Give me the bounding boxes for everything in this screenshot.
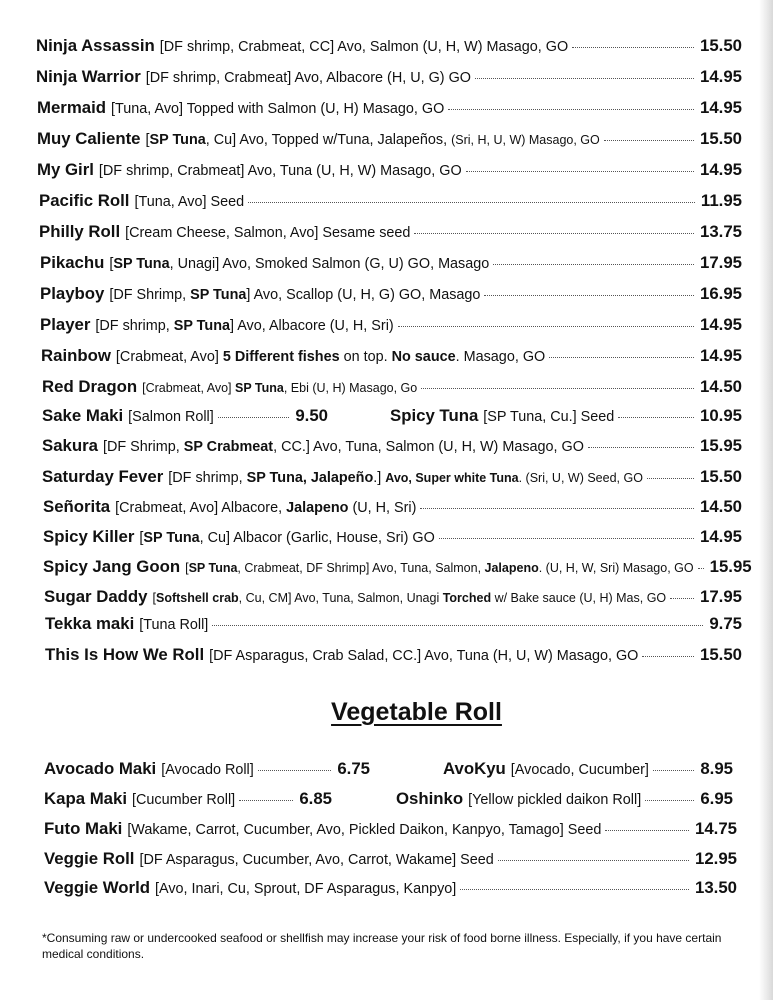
menu-item-description: [Cream Cheese, Salmon, Avo] Sesame seed [125, 225, 411, 241]
menu-item-description: [Tuna, Avo] Seed [134, 194, 245, 210]
dotted-leader [421, 388, 694, 389]
menu-item-description: [DF Shrimp, SP Crabmeat, CC.] Avo, Tuna, Salmon (U, H, W) Masago, GO [102, 439, 584, 455]
menu-item-description: [SP Tuna, Unagi] Avo, Smoked Salmon (G, U) GO, Masago [109, 256, 490, 272]
menu-item-description: [DF shrimp, SP Tuna] Avo, Albacore (U, H, Sri) [95, 318, 394, 334]
dotted-leader [239, 800, 293, 801]
menu-item [42, 436, 742, 457]
menu-item-price: 14.75 [695, 819, 737, 838]
menu-item-name: Tekka maki [45, 614, 135, 633]
menu-item-name: Spicy Tuna [390, 406, 479, 425]
menu-item-price: 8.95 [700, 759, 733, 778]
menu-item-price: 14.95 [700, 346, 742, 365]
menu-item-price: 13.75 [700, 222, 742, 241]
menu-item-description: [Tuna, Avo] Topped with Salmon (U, H) Masago, GO [111, 101, 445, 117]
menu-item [443, 759, 733, 780]
menu-item-name: My Girl [37, 160, 94, 179]
dotted-leader [645, 800, 694, 801]
dotted-leader [549, 357, 694, 358]
menu-item-name: Pacific Roll [39, 191, 130, 210]
menu-item [39, 191, 742, 212]
menu-item-description: [Salmon Roll] [128, 409, 214, 425]
menu-item [43, 527, 742, 548]
dotted-leader [414, 233, 694, 234]
dotted-leader [604, 140, 694, 141]
menu-item-price: 14.50 [700, 497, 742, 516]
menu-item-price: 15.95 [700, 436, 742, 455]
menu-item-name: Ninja Warrior [36, 67, 141, 86]
menu-item-description: [Crabmeat, Avo] SP Tuna, Ebi (U, H) Masago, Go [142, 381, 418, 395]
menu-item-description: [Softshell crab, Cu, CM] Avo, Tuna, Salmon, Unagi Torched w/ Bake sauce (U, H) Mas, GO [152, 591, 667, 605]
menu-item-description: [DF shrimp, Crabmeat] Avo, Tuna (U, H, W) Masago, GO [98, 163, 462, 179]
menu-item-price: 14.95 [700, 315, 742, 334]
menu-item-name: Muy Caliente [37, 129, 141, 148]
menu-item [42, 406, 328, 427]
menu-item-description: [Yellow pickled daikon Roll] [468, 792, 642, 808]
menu-item-name: Player [40, 315, 91, 334]
dotted-leader [475, 78, 694, 79]
menu-item [36, 67, 742, 88]
dotted-leader [653, 770, 694, 771]
menu-item-price: 17.95 [700, 253, 742, 272]
dotted-leader [439, 538, 694, 539]
menu-item-price: 14.95 [700, 67, 742, 86]
menu-item [40, 315, 742, 336]
menu-item-description: [SP Tuna, Cu] Albacor (Garlic, House, Sri) GO [139, 530, 435, 546]
dotted-leader [493, 264, 694, 265]
footnote: *Consuming raw or undercooked seafood or shellfish may increase your risk of food borne illness. Especially, if you have certain medical conditions. [42, 931, 722, 961]
menu-item-description: [Avocado, Cucumber] [510, 762, 649, 778]
menu-item-description: [DF Shrimp, SP Tuna] Avo, Scallop (U, H, G) GO, Masago [109, 287, 481, 303]
menu-item-name: Pikachu [40, 253, 105, 272]
menu-item-name: Spicy Jang Goon [43, 557, 181, 576]
menu-item-name: Saturday Fever [42, 467, 164, 486]
dotted-leader [460, 889, 689, 890]
menu-item-description: [DF Asparagus, Cucumber, Avo, Carrot, Wakame] Seed [139, 852, 494, 868]
menu-item [43, 497, 742, 518]
menu-item [37, 160, 742, 181]
menu-item-name: Señorita [43, 497, 111, 516]
dotted-leader [647, 478, 694, 479]
menu-item-name: Sake Maki [42, 406, 124, 425]
menu-item-name: Veggie World [44, 878, 150, 897]
menu-item-price: 13.50 [695, 878, 737, 897]
menu-item-price: 6.85 [299, 789, 332, 808]
menu-item-description: [DF Asparagus, Crab Salad, CC.] Avo, Tuna (H, U, W) Masago, GO [209, 648, 639, 664]
dotted-leader [466, 171, 694, 172]
menu-item-name: Sugar Daddy [44, 587, 148, 606]
dotted-leader [248, 202, 695, 203]
menu-item [39, 222, 742, 243]
dotted-leader [218, 417, 290, 418]
dotted-leader [618, 417, 694, 418]
dotted-leader [642, 656, 694, 657]
menu-item-description: [DF shrimp, Crabmeat, CC] Avo, Salmon (U, H, W) Masago, GO [159, 39, 569, 55]
menu-item-price: 14.95 [700, 527, 742, 546]
menu-item [45, 614, 742, 635]
menu-item-price: 15.50 [700, 36, 742, 55]
dotted-leader [670, 598, 694, 599]
dotted-leader [398, 326, 694, 327]
dotted-leader [588, 447, 694, 448]
menu-item-name: Mermaid [37, 98, 107, 117]
dotted-leader [605, 830, 689, 831]
dotted-leader [258, 770, 332, 771]
menu-item-price: 11.95 [700, 191, 742, 210]
menu-item-price: 15.50 [700, 467, 742, 486]
menu-item-name: Spicy Killer [43, 527, 135, 546]
menu-item [44, 759, 370, 780]
menu-item-price: 17.95 [700, 587, 742, 606]
menu-item-name: AvoKyu [443, 759, 506, 778]
menu-item [396, 789, 733, 810]
menu-item-price: 15.50 [700, 645, 742, 664]
menu-item [42, 377, 742, 398]
page-edge-shadow [759, 0, 773, 1000]
menu-item-description: [Tuna Roll] [139, 617, 209, 633]
dotted-leader [448, 109, 694, 110]
menu-item-name: Rainbow [41, 346, 111, 365]
dotted-leader [698, 568, 704, 569]
menu-item [40, 253, 742, 274]
menu-item-price: 6.75 [337, 759, 370, 778]
menu-item-description: [Cucumber Roll] [132, 792, 236, 808]
dotted-leader [572, 47, 694, 48]
menu-item [44, 878, 737, 899]
menu-item-price: 15.95 [709, 557, 752, 576]
menu-item [37, 98, 742, 119]
menu-item-description: [DF shrimp, SP Tuna, Jalapeño.] Avo, Super white Tuna. (Sri, U, W) Seed, GO [168, 470, 643, 486]
menu-item-price: 14.95 [700, 160, 742, 179]
menu-item-description: [Wakame, Carrot, Cucumber, Avo, Pickled Daikon, Kanpyo, Tamago] Seed [127, 822, 602, 838]
menu-item [37, 129, 742, 150]
menu-item-description: [SP Tuna, Cu] Avo, Topped w/Tuna, Jalapeños, (Sri, H, U, W) Masago, GO [145, 132, 600, 148]
menu-item [44, 819, 737, 840]
menu-item-price: 15.50 [700, 129, 742, 148]
menu-item [41, 346, 742, 367]
menu-item-description: [DF shrimp, Crabmeat] Avo, Albacore (H, U, G) GO [145, 70, 471, 86]
menu-item-description: [Crabmeat, Avo] 5 Different fishes on top. No sauce. Masago, GO [115, 349, 546, 365]
menu-item-description: [Avocado Roll] [161, 762, 254, 778]
menu-item-price: 12.95 [695, 849, 737, 868]
menu-item-price: 16.95 [700, 284, 742, 303]
menu-item [43, 557, 752, 578]
menu-item [44, 587, 742, 608]
menu-item-name: Playboy [40, 284, 105, 303]
menu-item-name: Sakura [42, 436, 98, 455]
dotted-leader [498, 860, 689, 861]
menu-item-name: Kapa Maki [44, 789, 128, 808]
menu-item-price: 14.50 [700, 377, 742, 396]
menu-item-name: This Is How We Roll [45, 645, 205, 664]
menu-item-price: 14.95 [700, 98, 742, 117]
menu-item [44, 849, 737, 870]
menu-item [45, 645, 742, 666]
menu-item-name: Veggie Roll [44, 849, 135, 868]
menu-item-price: 6.95 [700, 789, 733, 808]
menu-item-description: [SP Tuna, Crabmeat, DF Shrimp] Avo, Tuna, Salmon, Jalapeno. (U, H, W, Sri) Masago, GO [185, 561, 694, 575]
menu-item-description: [Crabmeat, Avo] Albacore, Jalapeno (U, H, Sri) [115, 500, 417, 516]
dotted-leader [420, 508, 694, 509]
menu-item-price: 9.50 [295, 406, 328, 425]
menu-item-name: Futo Maki [44, 819, 123, 838]
menu-item-name: Avocado Maki [44, 759, 157, 778]
menu-item-name: Philly Roll [39, 222, 121, 241]
menu-item [36, 36, 742, 57]
menu-item-price: 10.95 [700, 406, 742, 425]
menu-item-name: Red Dragon [42, 377, 138, 396]
menu-item [40, 284, 742, 305]
dotted-leader [484, 295, 694, 296]
menu-item-description: [Avo, Inari, Cu, Sprout, DF Asparagus, Kanpyo] [155, 881, 457, 897]
menu-item [44, 789, 332, 810]
menu-item-description: [SP Tuna, Cu.] Seed [483, 409, 615, 425]
menu-item [390, 406, 742, 427]
menu-item [42, 467, 742, 488]
menu-item-name: Ninja Assassin [36, 36, 155, 55]
menu-item-price: 9.75 [709, 614, 742, 633]
dotted-leader [212, 625, 703, 626]
menu-item-name: Oshinko [396, 789, 464, 808]
vegetable-roll-heading: Vegetable Roll [331, 698, 502, 726]
